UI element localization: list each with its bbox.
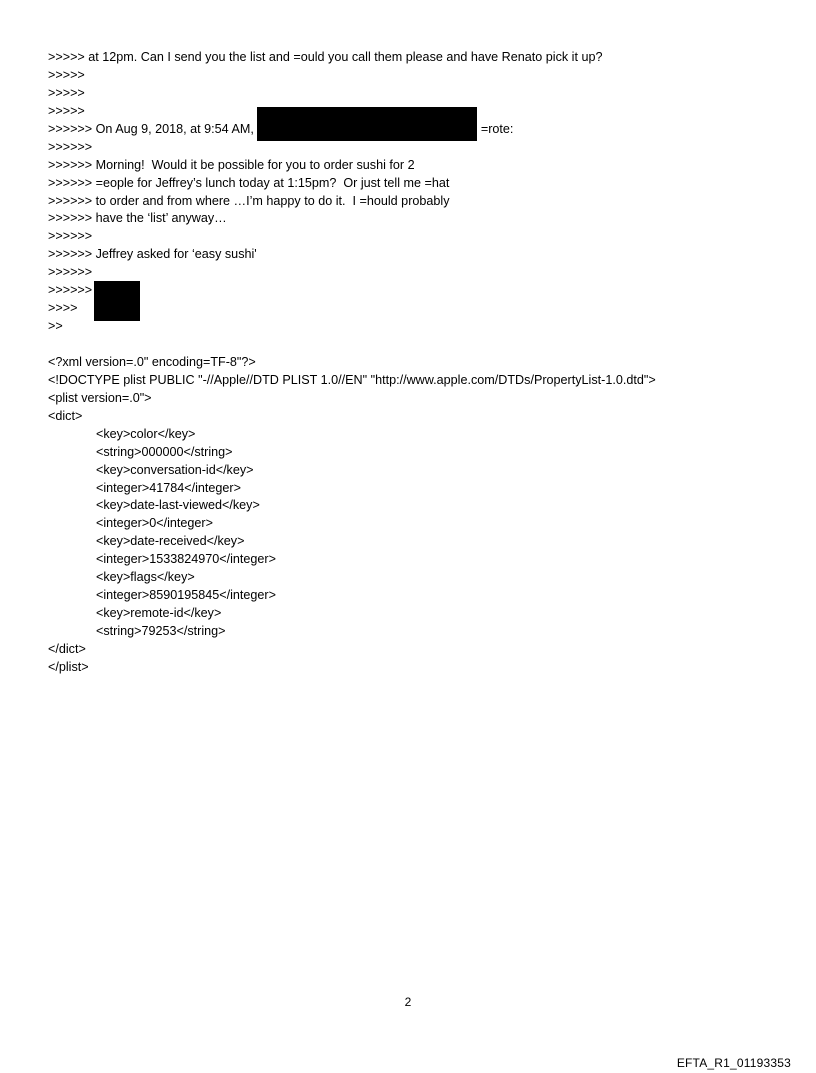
plist-entry: <integer>8590195845</integer> [96,588,276,603]
email-line: >>>>>> Jeffrey asked for ‘easy sushi' [48,247,257,262]
blank-line [48,336,788,354]
email-line: >>>>>> [48,229,93,244]
plist-entry: <string>79253</string> [96,624,226,638]
email-redacted-line [48,282,788,300]
plist-entry: <string>000000</string> [96,444,233,459]
email-line: >>>>>> [48,139,93,154]
plist-xml-declaration: <?xml version=.0" encoding=TF-8"?> [48,354,256,369]
email-header-suffix: =rote: [480,121,514,136]
dict-close-tag: </dict> [48,641,86,656]
email-line: >>>>> [48,85,85,100]
email-line: >>>>>> to order and from where …I’m happy to do it. I =hould probably [48,193,450,208]
email-line: >>>>> [48,67,85,82]
plist-entry: <key>date-last-viewed</key> [96,498,260,513]
email-header-prefix: >>>>>> On Aug 9, 2018, at 9:54 AM, [48,121,254,136]
plist-entry: <key>color</key> [96,426,196,441]
plist-doctype: <!DOCTYPE plist PUBLIC "-//Apple//DTD PLIST 1.0//EN" "http://www.apple.com/DTDs/PropertyList-1.0.dtd"> [48,372,656,387]
document-body [48,49,788,677]
email-header-line [48,121,788,139]
plist-open-tag: <plist version=.0"> [48,390,152,405]
email-line: >>>> [48,301,78,316]
email-line: >>>>>> [48,265,93,280]
email-line-prefix: >>>>>> [48,283,93,298]
plist-entry: <key>remote-id</key> [96,606,222,621]
email-line: >>>>> [48,103,85,118]
email-line: >>>>>> have the ‘list’ anyway… [48,211,227,226]
plist-entry: <key>conversation-id</key> [96,462,254,477]
plist-entry: <integer>1533824970</integer> [96,552,276,567]
redaction-box [257,107,477,141]
plist-entry: <integer>41784</integer> [96,480,241,495]
dict-open-tag: <dict> [48,408,83,423]
plist-entry: <integer>0</integer> [96,516,213,531]
email-line: >>>>> at 12pm. Can I send you the list and =ould you call them please and have Renato pick it up? [48,50,603,64]
bates-number: EFTA_R1_01193353 [676,1056,791,1070]
email-line: >>>>>> Morning! Would it be possible for you to order sushi for 2 [48,157,415,172]
redaction-box [94,281,140,321]
email-line: >>>>>> =eople for Jeffrey’s lunch today at 1:15pm? Or just tell me =hat [48,175,450,190]
plist-entry: <key>flags</key> [96,570,195,585]
plist-close-tag: </plist> [48,659,89,674]
page-number: 2 [404,995,412,1009]
email-line: >> [48,319,63,334]
plist-entry: <key>date-received</key> [96,534,245,549]
